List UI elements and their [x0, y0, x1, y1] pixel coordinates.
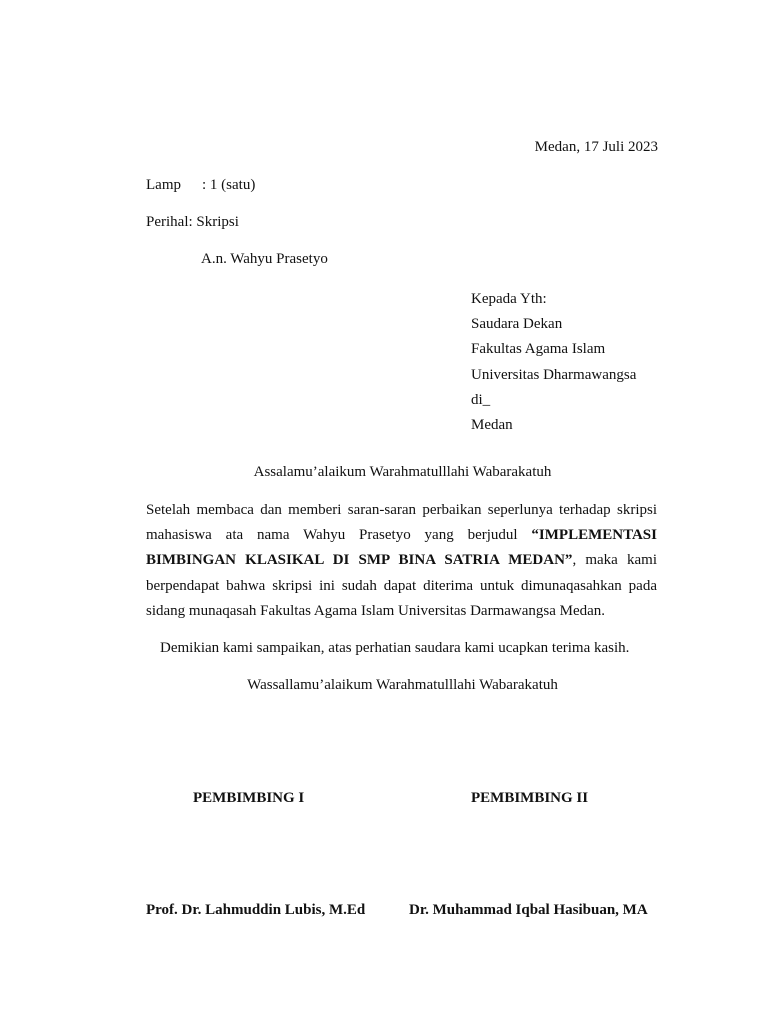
- closing-salutation: Wassallamu’alaikum Warahmatulllahi Wabarakatuh: [247, 677, 558, 693]
- an-line: A.n. Wahyu Prasetyo: [201, 251, 328, 267]
- recipient-line: Universitas Dharmawangsa: [471, 366, 637, 383]
- perihal-value: : Skripsi: [188, 214, 239, 230]
- body-text-after: , maka kami berpendapat bahwa skripsi ini sudah dapat diterima untuk dimunaqasahkan pada sidang munaqasah Fakultas Agama Islam Universitas Darmawangsa Medan.: [146, 552, 657, 619]
- body-paragraph: [146, 498, 657, 624]
- supervisor-2-name: Dr. Muhammad Iqbal Hasibuan, MA: [409, 902, 648, 918]
- recipient-line: Saudara Dekan: [471, 316, 563, 333]
- body-text-before: Setelah membaca dan memberi saran-saran perbaikan seperlunya terhadap skripsi mahasiswa ata nama Wahyu Prasetyo yang berjudul: [146, 502, 657, 544]
- opening-salutation: Assalamu’alaikum Warahmatulllahi Wabarakatuh: [253, 464, 552, 480]
- supervisor-2-role: PEMBIMBING II: [471, 790, 589, 806]
- supervisor-1-role: PEMBIMBING I: [193, 790, 305, 806]
- closing-sentence: Demikian kami sampaikan, atas perhatian saudara kami ucapkan terima kasih.: [160, 640, 630, 656]
- lamp-value: : 1 (satu): [202, 177, 256, 193]
- lamp-label: Lamp: [146, 177, 181, 193]
- thesis-title: “IMPLEMENTASI BIMBINGAN KLASIKAL DI SMP BINA SATRIA MEDAN”: [146, 527, 657, 569]
- recipient-line: Kepada Yth:: [471, 291, 547, 307]
- perihal-line: [146, 213, 239, 231]
- place-date: Medan, 17 Juli 2023: [534, 139, 658, 155]
- recipient-line: di_: [471, 391, 491, 408]
- perihal-label: Perihal: [146, 214, 189, 230]
- recipient-block: [471, 287, 636, 438]
- recipient-line: Medan: [471, 417, 513, 434]
- lamp-line: [146, 176, 255, 194]
- recipient-line: Fakultas Agama Islam: [471, 341, 606, 358]
- supervisor-1-name: Prof. Dr. Lahmuddin Lubis, M.Ed: [146, 902, 366, 918]
